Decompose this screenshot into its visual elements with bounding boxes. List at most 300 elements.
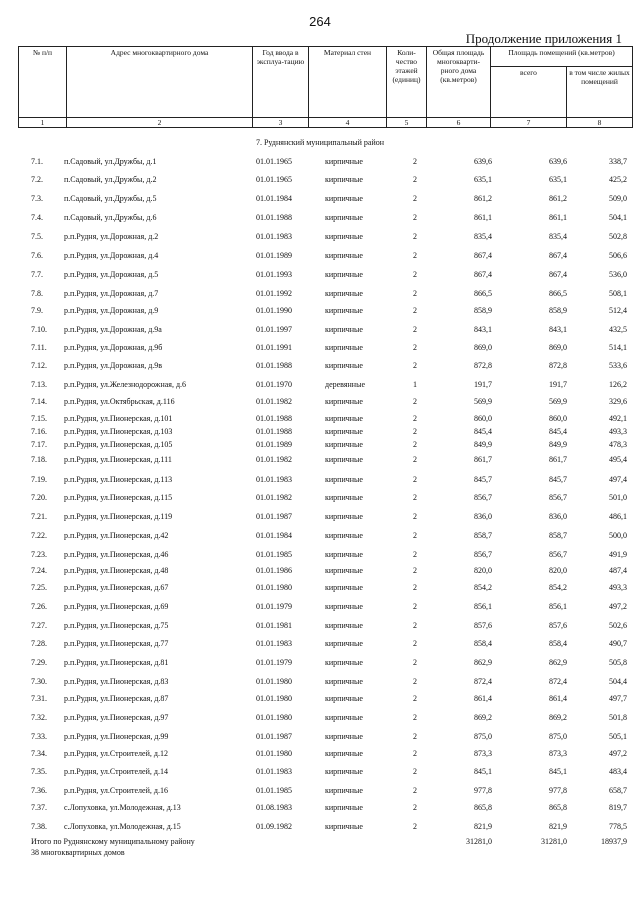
row-address: р.п.Рудня, ул.Железнодорожная, д.6 (64, 380, 187, 389)
row-year: 01.01.1984 (256, 194, 292, 203)
row-year: 01.09.1982 (256, 822, 292, 831)
row-material: кирпичные (325, 749, 363, 758)
row-floors: 2 (413, 325, 417, 334)
row-floors: 2 (413, 658, 417, 667)
row-year: 01.01.1982 (256, 493, 292, 502)
row-number: 7.2. (31, 175, 43, 184)
row-premises-area: 835,4 (549, 232, 567, 241)
row-number: 7.35. (31, 767, 47, 776)
row-number: 7.1. (31, 157, 43, 166)
row-premises-area: 867,4 (549, 251, 567, 260)
header-col-premises-living: в том числе жилых помещений (567, 67, 633, 118)
row-premises-area: 845,7 (549, 475, 567, 484)
row-address: р.п.Рудня, ул.Дорожная, д.9 (64, 306, 159, 315)
row-material: кирпичные (325, 325, 363, 334)
row-material: кирпичные (325, 475, 363, 484)
total-premises-area: 31281,0 (541, 837, 567, 846)
row-number: 7.3. (31, 194, 43, 203)
row-living-area: 126,2 (609, 380, 627, 389)
row-year: 01.01.1983 (256, 232, 292, 241)
table-row (0, 250, 640, 261)
row-material: кирпичные (325, 550, 363, 559)
row-year: 01.01.1979 (256, 602, 292, 611)
row-living-area: 500,0 (609, 531, 627, 540)
row-premises-area: 875,0 (549, 732, 567, 741)
row-premises-area: 821,9 (549, 822, 567, 831)
table-row (0, 305, 640, 316)
table-row (0, 396, 640, 407)
table-row (0, 821, 640, 832)
row-material: кирпичные (325, 157, 363, 166)
row-address: р.п.Рудня, ул.Пионерская, д.113 (64, 475, 173, 484)
row-living-area: 493,3 (609, 427, 627, 436)
row-floors: 2 (413, 427, 417, 436)
header-num: 2 (67, 117, 253, 127)
row-total-area: 869,2 (474, 713, 492, 722)
table-row (0, 454, 640, 465)
row-premises-area: 861,2 (549, 194, 567, 203)
row-floors: 2 (413, 550, 417, 559)
row-year: 01.01.1980 (256, 677, 292, 686)
row-material: кирпичные (325, 232, 363, 241)
row-year: 01.01.1984 (256, 531, 292, 540)
row-number: 7.37. (31, 803, 47, 812)
table-row (0, 426, 640, 437)
row-living-area: 819,7 (609, 803, 627, 812)
row-living-area: 536,0 (609, 270, 627, 279)
header-num: 6 (427, 117, 491, 127)
row-material: кирпичные (325, 414, 363, 423)
table-row (0, 474, 640, 485)
row-premises-area: 845,4 (549, 427, 567, 436)
row-material: кирпичные (325, 427, 363, 436)
row-living-area: 502,8 (609, 232, 627, 241)
row-premises-area: 873,3 (549, 749, 567, 758)
row-premises-area: 977,8 (549, 786, 567, 795)
row-floors: 2 (413, 566, 417, 575)
page-number: 264 (309, 14, 331, 29)
row-address: п.Садовый, ул.Дружбы, д.6 (64, 213, 157, 222)
table-row (0, 620, 640, 631)
row-year: 01.01.1970 (256, 380, 292, 389)
row-address: п.Садовый, ул.Дружбы, д.1 (64, 157, 157, 166)
row-address: р.п.Рудня, ул.Дорожная, д.7 (64, 289, 159, 298)
row-living-area: 504,4 (609, 677, 627, 686)
row-number: 7.38. (31, 822, 47, 831)
row-total-area: 861,2 (474, 194, 492, 203)
header-col-address: Адрес многоквартирного дома (67, 47, 253, 118)
row-address: р.п.Рудня, ул.Пионерская, д.75 (64, 621, 169, 630)
row-premises-area: 857,6 (549, 621, 567, 630)
row-total-area: 872,4 (474, 677, 492, 686)
header-num: 7 (491, 117, 567, 127)
row-living-area: 497,4 (609, 475, 627, 484)
row-total-area: 866,5 (474, 289, 492, 298)
table-row (0, 802, 640, 813)
row-living-area: 504,1 (609, 213, 627, 222)
row-address: р.п.Рудня, ул.Пионерская, д.81 (64, 658, 169, 667)
table-row (0, 549, 640, 560)
row-floors: 2 (413, 475, 417, 484)
row-address: р.п.Рудня, ул.Пионерская, д.115 (64, 493, 173, 502)
total-label: Итого по Руднянскому муниципальному району (31, 837, 195, 846)
header-col-total-area: Общая площадь многокварти-рного дома (кв.метров) (427, 47, 491, 118)
row-living-area: 495,4 (609, 455, 627, 464)
row-premises-area: 861,1 (549, 213, 567, 222)
row-address: п.Садовый, ул.Дружбы, д.5 (64, 194, 157, 203)
header-num: 1 (19, 117, 67, 127)
row-address: р.п.Рудня, ул.Строителей, д.14 (64, 767, 168, 776)
row-living-area: 478,3 (609, 440, 627, 449)
row-floors: 2 (413, 343, 417, 352)
row-total-area: 191,7 (474, 380, 492, 389)
row-year: 01.01.1988 (256, 361, 292, 370)
row-total-area: 569,9 (474, 397, 492, 406)
row-number: 7.11. (31, 343, 47, 352)
row-number: 7.36. (31, 786, 47, 795)
row-address: р.п.Рудня, ул.Пионерская, д.105 (64, 440, 173, 449)
row-number: 7.19. (31, 475, 47, 484)
row-floors: 1 (413, 380, 417, 389)
row-address: р.п.Рудня, ул.Строителей, д.12 (64, 749, 168, 758)
header-col-floors: Коли-чество этажей (единиц) (387, 47, 427, 118)
row-address: р.п.Рудня, ул.Пионерская, д.69 (64, 602, 169, 611)
row-living-area: 778,5 (609, 822, 627, 831)
row-total-area: 856,7 (474, 550, 492, 559)
row-premises-area: 862,9 (549, 658, 567, 667)
row-premises-area: 191,7 (549, 380, 567, 389)
row-number: 7.13. (31, 380, 47, 389)
table-row (0, 565, 640, 576)
row-premises-area: 849,9 (549, 440, 567, 449)
row-floors: 2 (413, 822, 417, 831)
row-living-area: 432,5 (609, 325, 627, 334)
row-total-area: 820,0 (474, 566, 492, 575)
row-floors: 2 (413, 803, 417, 812)
table-row (0, 413, 640, 424)
row-floors: 2 (413, 677, 417, 686)
row-floors: 2 (413, 767, 417, 776)
header-num: 5 (387, 117, 427, 127)
row-number: 7.17. (31, 440, 47, 449)
row-floors: 2 (413, 306, 417, 315)
row-floors: 2 (413, 289, 417, 298)
header-col-year: Год ввода в эксплуа-тацию (253, 47, 309, 118)
row-living-area: 509,0 (609, 194, 627, 203)
header-col-material: Материал стен (309, 47, 387, 118)
row-year: 01.01.1981 (256, 621, 292, 630)
row-premises-area: 858,7 (549, 531, 567, 540)
row-year: 01.01.1982 (256, 397, 292, 406)
row-material: кирпичные (325, 270, 363, 279)
header-col-premises-area: Площадь помещений (кв.метров) (491, 47, 633, 67)
row-floors: 2 (413, 213, 417, 222)
row-year: 01.01.1986 (256, 566, 292, 575)
row-premises-area: 843,1 (549, 325, 567, 334)
table-row (0, 492, 640, 503)
row-material: кирпичные (325, 583, 363, 592)
row-premises-area: 861,7 (549, 455, 567, 464)
table-header (18, 46, 633, 128)
row-address: р.п.Рудня, ул.Пионерская, д.103 (64, 427, 173, 436)
row-living-area: 483,4 (609, 767, 627, 776)
row-floors: 2 (413, 493, 417, 502)
row-total-area: 875,0 (474, 732, 492, 741)
continuation-title: Продолжение приложения 1 (465, 31, 622, 46)
row-total-area: 849,9 (474, 440, 492, 449)
row-year: 01.01.1985 (256, 786, 292, 795)
row-address: р.п.Рудня, ул.Пионерская, д.87 (64, 694, 169, 703)
table-row (0, 511, 640, 522)
row-number: 7.10. (31, 325, 47, 334)
row-total-area: 857,6 (474, 621, 492, 630)
table-row (0, 638, 640, 649)
total-living-area: 18937,9 (601, 837, 627, 846)
row-floors: 2 (413, 786, 417, 795)
row-year: 01.01.1993 (256, 270, 292, 279)
row-floors: 2 (413, 440, 417, 449)
row-number: 7.33. (31, 732, 47, 741)
row-floors: 2 (413, 694, 417, 703)
row-total-area: 858,9 (474, 306, 492, 315)
row-floors: 2 (413, 251, 417, 260)
row-premises-area: 869,2 (549, 713, 567, 722)
row-address: р.п.Рудня, ул.Пионерская, д.67 (64, 583, 169, 592)
row-material: кирпичные (325, 213, 363, 222)
row-address: с.Лопуховка, ул.Молодежная, д.13 (64, 803, 181, 812)
row-living-area: 491,9 (609, 550, 627, 559)
row-living-area: 497,7 (609, 694, 627, 703)
row-address: р.п.Рудня, ул.Строителей, д.16 (64, 786, 168, 795)
row-living-area: 425,2 (609, 175, 627, 184)
table-row (0, 785, 640, 796)
row-living-area: 487,4 (609, 566, 627, 575)
row-number: 7.16. (31, 427, 47, 436)
row-floors: 2 (413, 732, 417, 741)
row-material: кирпичные (325, 289, 363, 298)
row-year: 01.01.1985 (256, 550, 292, 559)
row-address: р.п.Рудня, ул.Пионерская, д.46 (64, 550, 169, 559)
row-floors: 2 (413, 455, 417, 464)
row-total-area: 867,4 (474, 270, 492, 279)
row-year: 01.01.1979 (256, 658, 292, 667)
row-address: с.Лопуховка, ул.Молодежная, д.15 (64, 822, 181, 831)
row-material: кирпичные (325, 677, 363, 686)
row-year: 01.01.1980 (256, 583, 292, 592)
row-floors: 2 (413, 397, 417, 406)
row-material: кирпичные (325, 713, 363, 722)
row-premises-area: 569,9 (549, 397, 567, 406)
row-floors: 2 (413, 175, 417, 184)
row-premises-area: 867,4 (549, 270, 567, 279)
row-year: 01.01.1989 (256, 440, 292, 449)
row-premises-area: 858,4 (549, 639, 567, 648)
row-living-area: 497,2 (609, 602, 627, 611)
row-premises-area: 854,2 (549, 583, 567, 592)
row-year: 01.01.1987 (256, 732, 292, 741)
row-total-area: 873,3 (474, 749, 492, 758)
row-total-area: 862,9 (474, 658, 492, 667)
header-number-row (19, 117, 633, 127)
row-year: 01.01.1980 (256, 749, 292, 758)
row-number: 7.34. (31, 749, 47, 758)
row-floors: 2 (413, 749, 417, 758)
row-number: 7.9. (31, 306, 43, 315)
row-address: р.п.Рудня, ул.Дорожная, д.9б (64, 343, 163, 352)
row-address: р.п.Рудня, ул.Пионерская, д.101 (64, 414, 173, 423)
table-row (0, 657, 640, 668)
row-total-area: 856,1 (474, 602, 492, 611)
row-floors: 2 (413, 531, 417, 540)
row-premises-area: 639,6 (549, 157, 567, 166)
row-total-area: 635,1 (474, 175, 492, 184)
row-living-area: 486,1 (609, 512, 627, 521)
row-year: 01.01.1988 (256, 213, 292, 222)
row-number: 7.14. (31, 397, 47, 406)
row-floors: 2 (413, 512, 417, 521)
row-material: кирпичные (325, 694, 363, 703)
row-address: р.п.Рудня, ул.Дорожная, д.9в (64, 361, 163, 370)
row-premises-area: 869,0 (549, 343, 567, 352)
row-living-area: 492,1 (609, 414, 627, 423)
row-floors: 2 (413, 361, 417, 370)
row-living-area: 505,1 (609, 732, 627, 741)
row-number: 7.20. (31, 493, 47, 502)
row-living-area: 501,0 (609, 493, 627, 502)
row-premises-area: 836,0 (549, 512, 567, 521)
row-number: 7.32. (31, 713, 47, 722)
row-premises-area: 858,9 (549, 306, 567, 315)
row-total-area: 858,7 (474, 531, 492, 540)
row-living-area: 497,2 (609, 749, 627, 758)
row-premises-area: 856,1 (549, 602, 567, 611)
row-total-area: 836,0 (474, 512, 492, 521)
row-address: р.п.Рудня, ул.Дорожная, д.9а (64, 325, 162, 334)
row-address: р.п.Рудня, ул.Пионерская, д.111 (64, 455, 172, 464)
row-floors: 2 (413, 414, 417, 423)
total-area: 31281,0 (466, 837, 492, 846)
row-floors: 2 (413, 583, 417, 592)
row-number: 7.22. (31, 531, 47, 540)
row-address: р.п.Рудня, ул.Дорожная, д.5 (64, 270, 159, 279)
row-address: р.п.Рудня, ул.Пионерская, д.83 (64, 677, 169, 686)
row-premises-area: 865,8 (549, 803, 567, 812)
row-number: 7.30. (31, 677, 47, 686)
row-year: 01.01.1988 (256, 414, 292, 423)
row-address: р.п.Рудня, ул.Пионерская, д.77 (64, 639, 169, 648)
row-material: кирпичные (325, 361, 363, 370)
row-total-area: 867,4 (474, 251, 492, 260)
row-material: кирпичные (325, 566, 363, 575)
table-row (0, 439, 640, 450)
row-material: деревянные (325, 380, 366, 389)
row-total-area: 861,1 (474, 213, 492, 222)
table-row (0, 601, 640, 612)
table-row (0, 766, 640, 777)
row-living-area: 493,3 (609, 583, 627, 592)
row-total-area: 858,4 (474, 639, 492, 648)
row-total-area: 835,4 (474, 232, 492, 241)
row-premises-area: 856,7 (549, 493, 567, 502)
row-material: кирпичные (325, 512, 363, 521)
row-address: р.п.Рудня, ул.Пионерская, д.48 (64, 566, 169, 575)
row-premises-area: 872,4 (549, 677, 567, 686)
table-row (0, 231, 640, 242)
row-living-area: 502,6 (609, 621, 627, 630)
table-row (0, 324, 640, 335)
row-number: 7.29. (31, 658, 47, 667)
row-premises-area: 866,5 (549, 289, 567, 298)
row-year: 01.01.1987 (256, 512, 292, 521)
row-total-area: 872,8 (474, 361, 492, 370)
table-row (0, 269, 640, 280)
row-address: п.Садовый, ул.Дружбы, д.2 (64, 175, 157, 184)
table-row (0, 676, 640, 687)
row-number: 7.27. (31, 621, 47, 630)
header-num: 4 (309, 117, 387, 127)
row-number: 7.6. (31, 251, 43, 260)
row-floors: 2 (413, 713, 417, 722)
row-living-area: 514,1 (609, 343, 627, 352)
header-col-num: № п/п (19, 47, 67, 118)
row-year: 01.01.1989 (256, 251, 292, 260)
total-sublabel: 38 многоквартирных домов (31, 848, 125, 857)
row-number: 7.12. (31, 361, 47, 370)
row-address: р.п.Рудня, ул.Октябрьская, д.116 (64, 397, 175, 406)
row-year: 01.01.1983 (256, 767, 292, 776)
table-row (0, 530, 640, 541)
row-material: кирпичные (325, 343, 363, 352)
row-material: кирпичные (325, 175, 363, 184)
row-year: 01.01.1982 (256, 455, 292, 464)
row-total-area: 856,7 (474, 493, 492, 502)
row-premises-area: 860,0 (549, 414, 567, 423)
row-year: 01.01.1990 (256, 306, 292, 315)
row-total-area: 821,9 (474, 822, 492, 831)
row-total-area: 854,2 (474, 583, 492, 592)
row-floors: 2 (413, 232, 417, 241)
row-material: кирпичные (325, 440, 363, 449)
row-floors: 2 (413, 270, 417, 279)
row-living-area: 505,8 (609, 658, 627, 667)
row-year: 01.01.1988 (256, 427, 292, 436)
header-col-premises-all: всего (491, 67, 567, 118)
table-row (0, 174, 640, 185)
table-row (0, 731, 640, 742)
row-living-area: 658,7 (609, 786, 627, 795)
row-material: кирпичные (325, 194, 363, 203)
table-row (0, 693, 640, 704)
row-material: кирпичные (325, 621, 363, 630)
row-number: 7.24. (31, 566, 47, 575)
row-year: 01.01.1980 (256, 694, 292, 703)
row-living-area: 512,4 (609, 306, 627, 315)
row-number: 7.4. (31, 213, 43, 222)
row-number: 7.8. (31, 289, 43, 298)
row-premises-area: 856,7 (549, 550, 567, 559)
row-address: р.п.Рудня, ул.Пионерская, д.97 (64, 713, 169, 722)
row-number: 7.21. (31, 512, 47, 521)
row-living-area: 508,1 (609, 289, 627, 298)
row-material: кирпичные (325, 803, 363, 812)
table-row (0, 212, 640, 223)
table-row (0, 712, 640, 723)
row-floors: 2 (413, 602, 417, 611)
row-premises-area: 635,1 (549, 175, 567, 184)
row-living-area: 490,7 (609, 639, 627, 648)
row-number: 7.25. (31, 583, 47, 592)
row-address: р.п.Рудня, ул.Пионерская, д.42 (64, 531, 169, 540)
